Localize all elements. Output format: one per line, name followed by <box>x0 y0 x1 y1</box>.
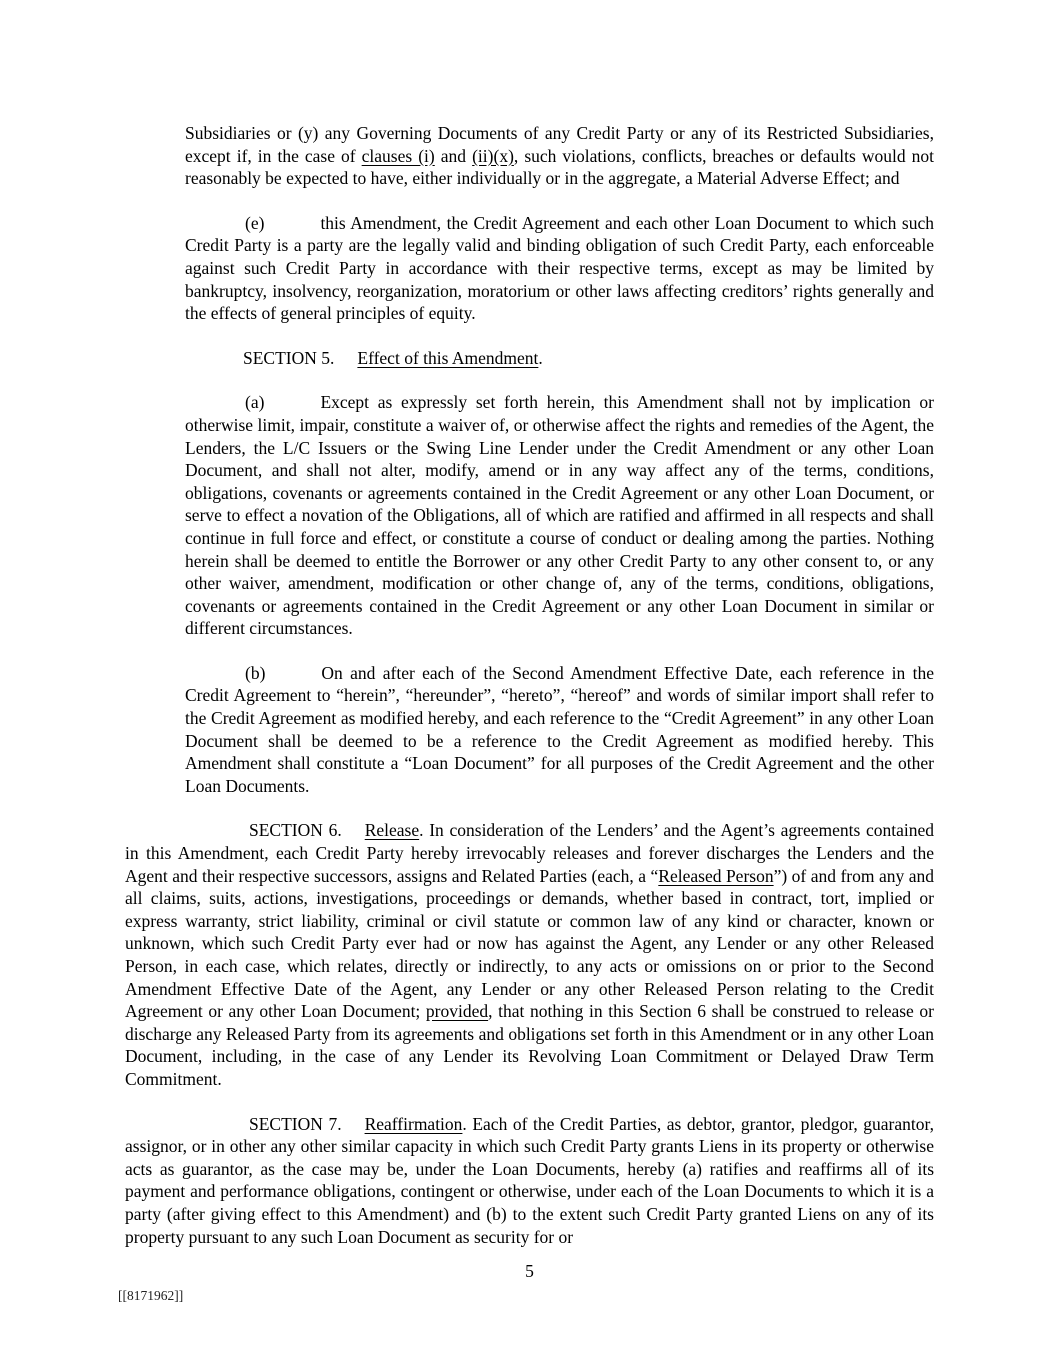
text-run: . Each of the Credit Parties, as debtor, grantor, pledgor, guarantor, assignor, or in other any other similar capacity in which such Credit Party grants Liens in its property or otherwise acts as guarantor, as the case may be, under the Loan Documents, hereby (a) ratifies and reaffirms all of its payment and performance obligations, contingent or otherwise, under each of the Loan Documents to which it is a party (after giving effect to this Amendment) and (b) to the extent such Credit Party granted Liens on any of its property pursuant to any such Loan Document as security for or <box>125 1113 935 1247</box>
underlined-text-run: Reaffirmation <box>364 1113 463 1134</box>
text-run: Except as expressly set forth herein, this Amendment shall not by implication or otherwise limit, impair, constitute a waiver of, or otherwise affect the rights and remedies of the Agent, the Lenders, the L/C Issuers or the Swing Line Lender under the Credit Amendment or any other Loan Document, and shall not alter, modify, amend or in any way affect any of the terms, conditions, obligations, covenants or agreements contained in the Credit Agreement or any other Loan Document, or serve to effect a novation of the Obligations, all of which are ratified and affirmed in all respects and shall continue in full force and effect, or constitute a course of conduct or dealing among the parties. Nothing herein shall be deemed to entitle the Borrower or any other Credit Party to any other consent to, or any other waiver, amendment, modification or other change of, any of the terms, conditions, obligations, covenants or agreements contained in the Credit Agreement or any other Loan Document in similar or different circumstances. <box>185 392 934 639</box>
paragraph-label: SECTION 5. <box>243 347 335 368</box>
section-7-paragraph <box>125 1113 934 1249</box>
paragraph-label: (b) <box>245 662 266 683</box>
underlined-text-run: Effect of this Amendment <box>357 347 539 368</box>
paragraph-b <box>185 662 934 798</box>
paragraph-label: SECTION 6. <box>249 820 342 841</box>
text-run: and <box>434 145 473 166</box>
doc-stamp: [[8171962]] <box>118 1288 184 1303</box>
text-run: ”) of and from any and all claims, suits, actions, investigations, proceedings or demands, whether based in contract, tort, implied or express warranty, strict liability, criminal or civil statute or common law of any kind or character, known or unknown, which such Credit Party ever had or now has against the Agent, any Lender or any other Released Person, in each case, which relates, directly or indirectly, to any acts or omissions on or prior to the Second Amendment Effective Date of the Agent, any Lender or any other Released Person relating to the Credit Agreement or any other Loan Document; <box>125 865 934 1022</box>
text-run: , such violations, conflicts, breaches or defaults would not reasonably be expected to have, either individually or in the aggregate, a Material Adverse Effect; and <box>185 145 934 189</box>
underlined-text-run: Released Person <box>658 865 774 886</box>
text-run: On and after each of the Second Amendment Effective Date, each reference in the Credit Agreement to “herein”, “hereunder”, “hereto”, “hereof” and words of similar import shall refer to the Credit Agreement as modified hereby, and each reference to the “Credit Agreement” in any other Loan Document shall be deemed to be a reference to the Credit Agreement as modified hereby. This Amendment shall constitute a “Loan Document” for all purposes of the Credit Agreement and the other Loan Documents. <box>185 662 934 796</box>
section-5-heading <box>125 347 934 370</box>
text-run: , that nothing in this Section 6 shall be construed to release or discharge any Released Party from its agreements and obligations set forth in this Amendment or in any other Loan Document, including, in the case of any Lender its Revolving Loan Commitment or Delayed Draw Term Commitment. <box>125 1001 934 1089</box>
paragraph-e <box>185 212 934 325</box>
paragraph-label: SECTION 7. <box>249 1113 342 1134</box>
page-number: 5 <box>525 1261 534 1281</box>
underlined-text-run: provided <box>425 1001 489 1022</box>
text-run: this Amendment, the Credit Agreement and each other Loan Document to which such Credit Party is a party are the legally valid and binding obligation of such Credit Party, each enforceable against such Credit Party in accordance with their respective terms, except as may be limited by bankruptcy, insolvency, reorganization, moratorium or other laws affecting creditors’ rights generally and the effects of general principles of equity. <box>185 212 934 324</box>
paragraph-continuation <box>185 122 934 190</box>
text-run: . In consideration of the Lenders’ and the Agent’s agreements contained in this Amendment, each Credit Party hereby irrevocably releases and forever discharges the Lenders and the Agent and their respective successors, assigns and Related Parties (each, a “ <box>125 820 935 886</box>
document-content <box>125 122 934 1270</box>
section-6-paragraph <box>125 819 934 1090</box>
underlined-text-run: Release <box>364 820 420 841</box>
underlined-text-run: clauses (i) <box>361 145 435 166</box>
paragraph-a <box>185 391 934 640</box>
underlined-text-run: (ii)(x) <box>472 145 514 166</box>
text-run: Subsidiaries or (y) any Governing Documents of any Credit Party or any of its Restricted Subsidiaries, except if, in the case of <box>185 123 934 166</box>
paragraph-label: (e) <box>245 212 265 233</box>
paragraph-label: (a) <box>245 392 265 413</box>
text-run: . <box>538 347 543 368</box>
